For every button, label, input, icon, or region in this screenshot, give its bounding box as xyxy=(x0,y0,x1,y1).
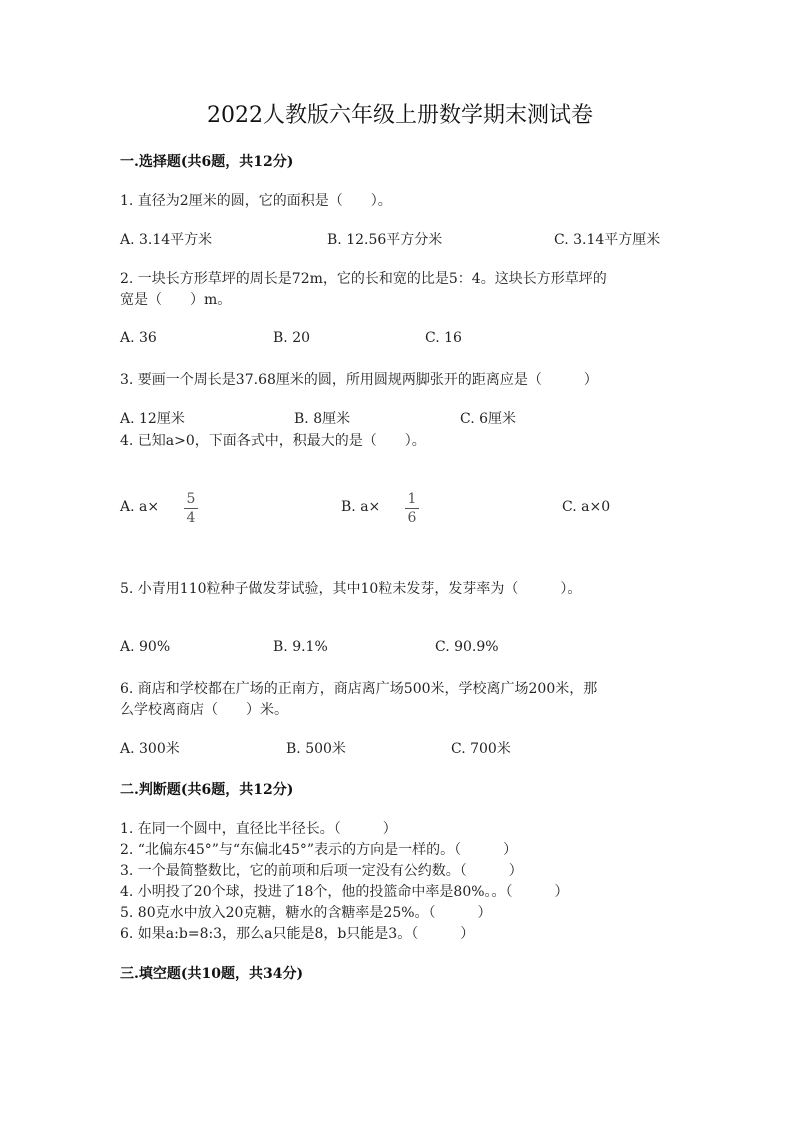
question-6-line-1: 6. 商店和学校都在广场的正南方，商店离广场500米，学校离广场200米，那 xyxy=(120,681,598,697)
q5-option-a: A. 90% xyxy=(120,639,171,655)
judgment-item-2: 2. “北偏东45°”与“东偏北45°”表示的方向是一样的。（ ） xyxy=(120,842,518,858)
q4-option-a: A. a× xyxy=(120,499,160,515)
q6-option-c: C. 700米 xyxy=(451,741,511,757)
fraction-denominator: 6 xyxy=(407,510,417,526)
question-3: 3. 要画一个周长是37.68厘米的圆，所用圆规两脚张开的距离应是（ ） xyxy=(120,372,598,388)
question-2-line-2: 宽是（ ）m。 xyxy=(120,292,232,308)
fraction-bar xyxy=(405,508,419,509)
fraction-denominator: 4 xyxy=(186,510,196,526)
judgment-item-1: 1. 在同一个圆中，直径比半径长。（ ） xyxy=(120,821,397,837)
judgment-item-4: 4. 小明投了20个球，投进了18个，他的投篮命中率是80%。。（ ） xyxy=(120,884,569,900)
q4-option-a-fraction xyxy=(184,491,198,526)
fraction-numerator: 1 xyxy=(407,491,417,507)
judgment-item-6: 6. 如果a:b=8:3，那么a只能是8，b只能是3。（ ） xyxy=(120,926,475,942)
q6-option-a: A. 300米 xyxy=(120,741,180,757)
q1-option-b: B. 12.56平方分米 xyxy=(327,232,443,248)
judgment-item-5: 5. 80克水中放入20克糖，糖水的含糖率是25%。（ ） xyxy=(120,905,492,921)
section-heading-choice: 一.选择题(共6题，共12分) xyxy=(120,154,294,170)
question-4: 4. 已知a>0，下面各式中，积最大的是（ ）。 xyxy=(120,433,426,449)
fraction-numerator: 5 xyxy=(186,491,196,507)
q4-option-c: C. a×0 xyxy=(562,499,611,515)
fraction-bar xyxy=(184,508,198,509)
q5-option-b: B. 9.1% xyxy=(273,639,328,655)
section-heading-fill-in: 三.填空题(共10题，共34分) xyxy=(120,966,304,982)
question-1: 1. 直径为2厘米的圆，它的面积是（ ）。 xyxy=(120,193,392,209)
q2-option-b: B. 20 xyxy=(273,330,311,346)
section-heading-judgment: 二.判断题(共6题，共12分) xyxy=(120,782,294,798)
q5-option-c: C. 90.9% xyxy=(435,639,499,655)
question-6-line-2: 么学校离商店（ ）米。 xyxy=(120,702,288,718)
q4-option-b-fraction xyxy=(405,491,419,526)
q1-option-a: A. 3.14平方米 xyxy=(120,232,213,248)
q4-option-b: B. a× xyxy=(341,499,381,515)
q3-option-b: B. 8厘米 xyxy=(294,411,351,427)
q2-option-c: C. 16 xyxy=(425,330,462,346)
question-5: 5. 小青用110粒种子做发芽试验，其中10粒未发芽，发芽率为（ ）。 xyxy=(120,581,582,597)
q3-option-c: C. 6厘米 xyxy=(460,411,517,427)
q1-option-c: C. 3.14平方厘米 xyxy=(554,232,661,248)
q6-option-b: B. 500米 xyxy=(286,741,346,757)
judgment-item-3: 3. 一个最简整数比，它的前项和后项一定没有公约数。（ ） xyxy=(120,863,523,879)
q3-option-a: A. 12厘米 xyxy=(120,411,185,427)
page-title: 2022人教版六年级上册数学期末测试卷 xyxy=(207,103,593,128)
question-2-line-1: 2. 一块长方形草坪的周长是72m，它的长和宽的比是5：4。这块长方形草坪的 xyxy=(120,271,607,287)
q2-option-a: A. 36 xyxy=(120,330,157,346)
